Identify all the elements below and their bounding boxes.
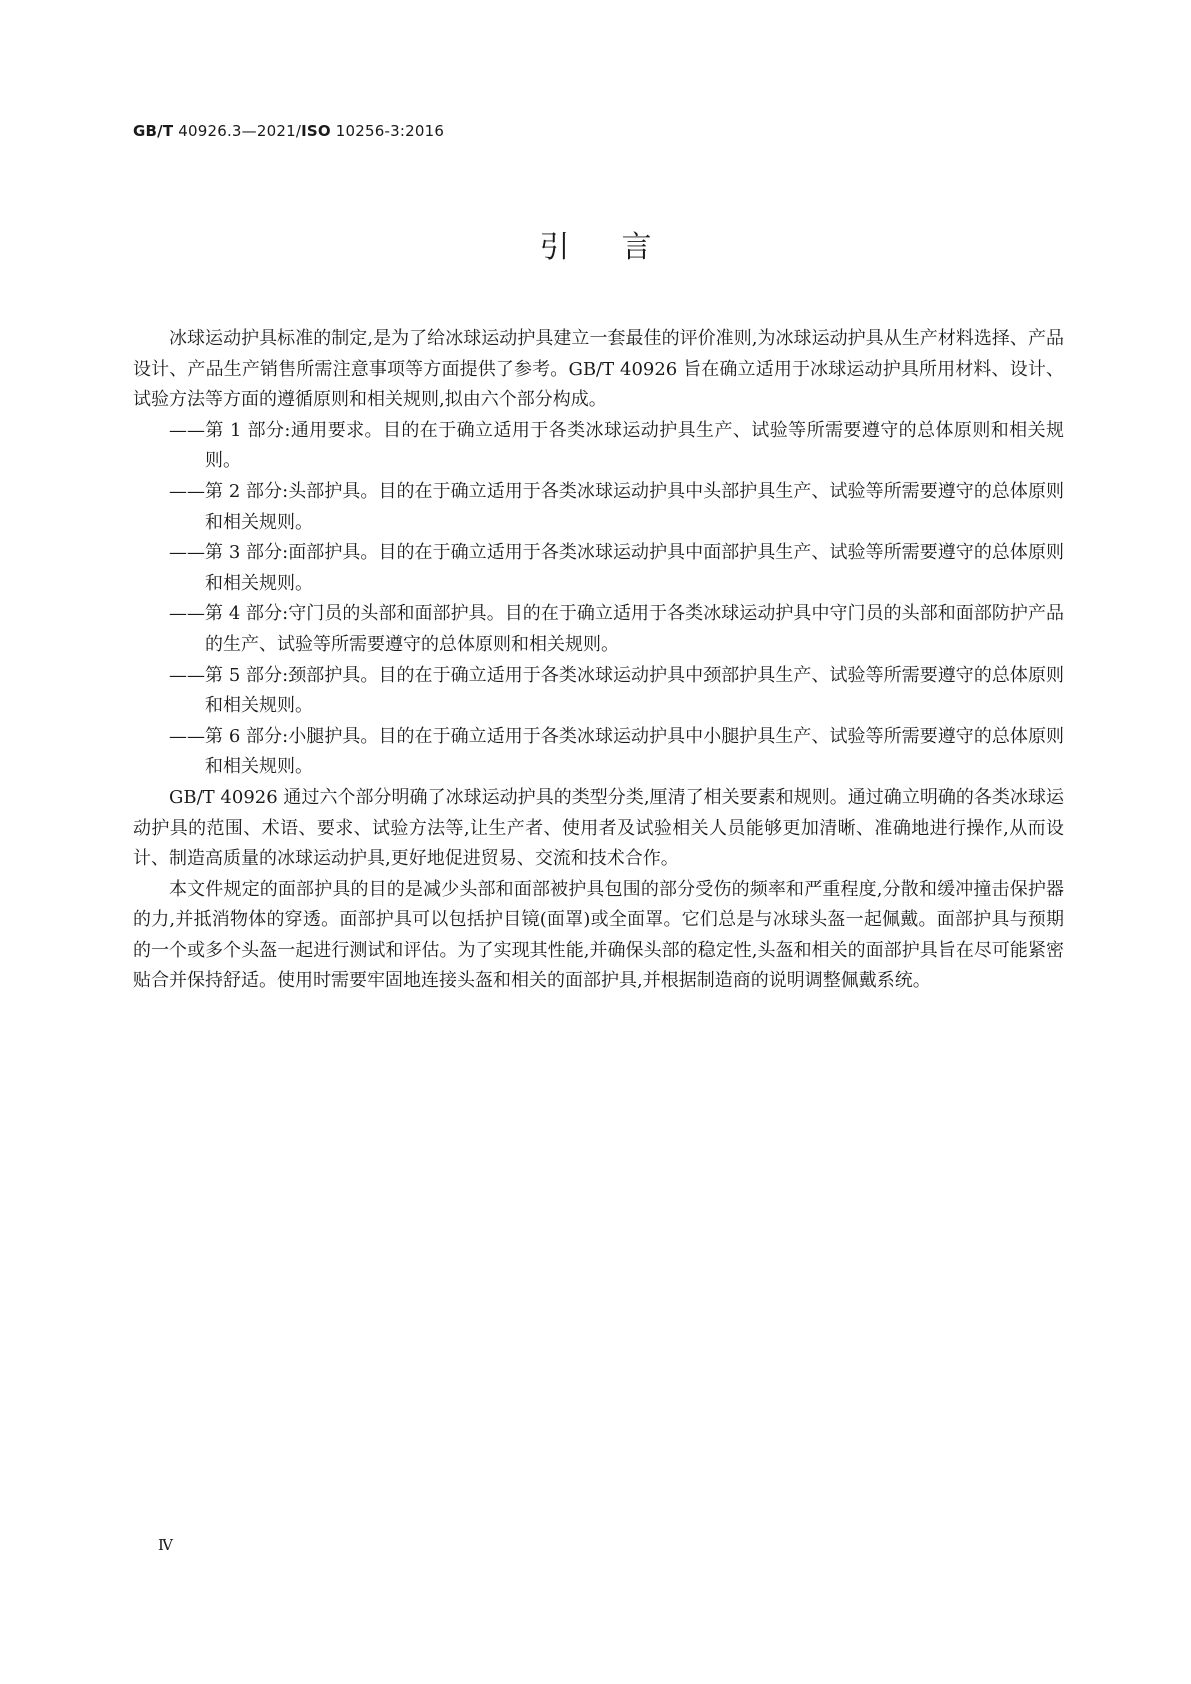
standard-number-gb-rest: 40926.3—2021/ [173,122,302,140]
intro-paragraph: 冰球运动护具标准的制定,是为了给冰球运动护具建立一套最佳的评价准则,为冰球运动护具从生产材料选择、产品设计、产品生产销售所需注意事项等方面提供了参考。GB/T 40926 旨在确立适用于冰球运动护具所用材料、设计、试验方法等方面的遵循原则和相关规则,拟由六个部分构成。 [133,328,1064,411]
list-item-part-2: ——第 2 部分:头部护具。目的在于确立适用于各类冰球运动护具中头部护具生产、试验等所需要遵守的总体原则和相关规则。 [169,480,1064,533]
standard-prefix-iso: ISO [301,122,331,140]
parts-list [133,416,1064,783]
page-title: 引言 [539,230,704,265]
list-item-part-5: ——第 5 部分:颈部护具。目的在于确立适用于各类冰球运动护具中颈部护具生产、试验等所需要遵守的总体原则和相关规则。 [169,664,1064,717]
summary-paragraph: GB/T 40926 通过六个部分明确了冰球运动护具的类型分类,厘清了相关要素和规则。通过确立明确的各类冰球运动护具的范围、术语、要求、试验方法等,让生产者、使用者及试验相关人员能够更加清晰、准确地进行操作,从而设计、制造高质量的冰球运动护具,更好地促进贸易、交流和技术合作。 [133,786,1064,870]
document-body [133,324,1064,997]
list-item-part-1: ——第 1 部分:通用要求。目的在于确立适用于各类冰球运动护具生产、试验等所需要遵守的总体原则和相关规则。 [169,419,1064,472]
standard-number-header [133,122,444,140]
list-item-part-6: ——第 6 部分:小腿护具。目的在于确立适用于各类冰球运动护具中小腿护具生产、试验等所需要遵守的总体原则和相关规则。 [169,725,1064,778]
standard-prefix-gb: GB/T [133,122,174,140]
standard-number-iso-rest: 10256-3:2016 [330,122,445,140]
face-protector-paragraph: 本文件规定的面部护具的目的是减少头部和面部被护具包围的部分受伤的频率和严重程度,分散和缓冲撞击保护器的力,并抵消物体的穿透。面部护具可以包括护目镜(面罩)或全面罩。它们总是与冰球头盔一起佩戴。面部护具与预期的一个或多个头盔一起进行测试和评估。为了实现其性能,并确保头部的稳定性,头盔和相关的面部护具旨在尽可能紧密贴合并保持舒适。使用时需要牢固地连接头盔和相关的面部护具,并根据制造商的说明调整佩戴系统。 [133,878,1064,992]
list-item-part-4: ——第 4 部分:守门员的头部和面部护具。目的在于确立适用于各类冰球运动护具中守门员的头部和面部防护产品的生产、试验等所需要遵守的总体原则和相关规则。 [169,603,1064,655]
list-item-part-3: ——第 3 部分:面部护具。目的在于确立适用于各类冰球运动护具中面部护具生产、试验等所需要遵守的总体原则和相关规则。 [169,542,1064,594]
page-number: Ⅳ [158,1536,173,1554]
